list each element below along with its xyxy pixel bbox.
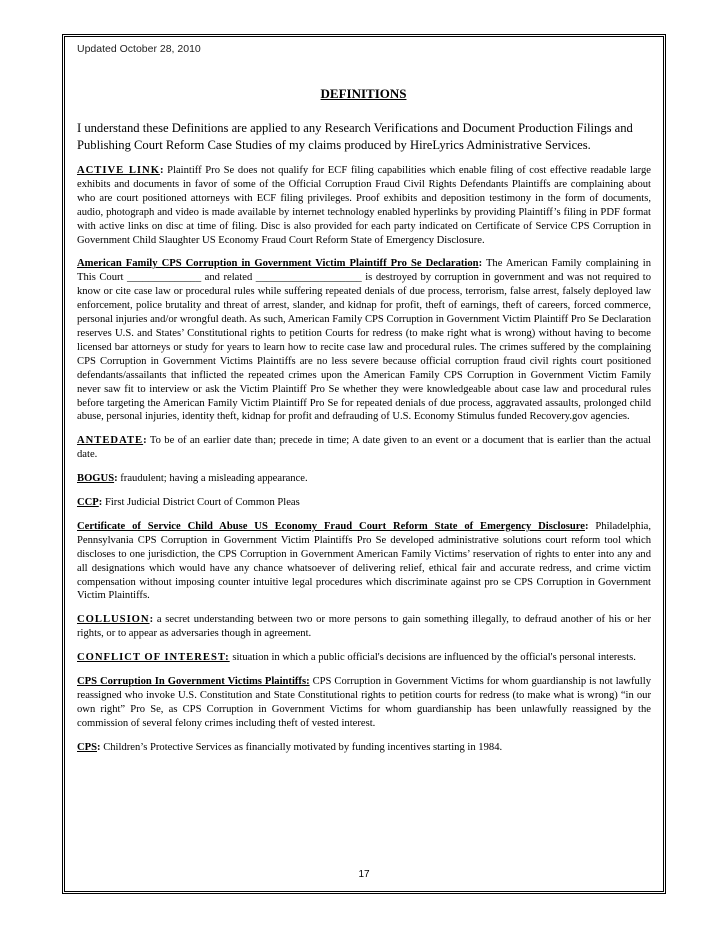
definition-term: CPS Corruption In Government Victims Plaintiffs:: [77, 676, 310, 688]
definition-term: ACTIVE LINK: [77, 165, 160, 176]
definition-active-link: [77, 164, 651, 247]
definition-term: CONFLICT OF INTEREST:: [77, 652, 230, 664]
page-title: DEFINITIONS: [320, 86, 407, 101]
definition-text: Plaintiff Pro Se does not qualify for ECF filing capabilities which enable filing of cost effective readable large exhibits and documents in favor of some of the Official Corruption Fraud Civil Rights Defendants Plaintiffs are complaining about who are court positioned attorneys with ECF filing privileges. Proof exhibits and deposition testimony in the form of documents, audio, photograph and video is made available by internet technology enabled hyperlinks by providing Plaintiff’s filing in PDF format with active links on disc at time of filing. Disc is also provided for each party indicated on Certificate of Service CPS Corruption in Government Child Slaughter US Economy Fraud Court Reform State of Emergency Disclosure.: [77, 165, 651, 246]
definition-term: BOGUS: [77, 473, 115, 485]
definition-american-family: [77, 257, 651, 424]
definition-term: CPS: [77, 741, 98, 753]
definition-term: American Family CPS Corruption in Government Victim Plaintiff Pro Se Declaration: [77, 258, 479, 270]
term-separator: :: [478, 258, 483, 270]
intro-paragraph: I understand these Definitions are applied to any Research Verifications and Document Production Filings and Publishing Court Reform Case Studies of my claims produced by HireLyrics Administrative Services.: [77, 121, 633, 152]
term-separator: :: [159, 165, 164, 176]
definition-term: ANTEDATE: [77, 435, 144, 447]
definition-cps-victims-plaintiffs: [77, 675, 651, 731]
definition-text: To be of an earlier date than; precede in time; A date given to an event or a document that is earlier than the actual date.: [77, 435, 651, 461]
term-separator: :: [584, 520, 589, 532]
term-separator: :: [97, 741, 101, 753]
definition-bogus: [77, 472, 651, 486]
definition-cps: [77, 741, 651, 755]
definitions-list: [77, 164, 651, 765]
definition-text: Philadelphia, Pennsylvania CPS Corruption in Government Victim Plaintiffs Pro Se developed administrative solutions court reform tool which discloses to one jurisdiction, the CPS Corruption in Government American Family Victims’ reservation of rights to enter into any and all designations which would have any chance whatsoever of delivering relief, ethical fair and accurate redress, and crime victim compensation without imposing counter intuitive legal procedures which discriminate against pro se CPS Corruption in Government Victim Plaintiffs.: [77, 520, 651, 602]
term-separator: :: [149, 614, 154, 626]
definition-term: CCP: [77, 497, 99, 509]
definition-collusion: [77, 613, 651, 641]
definition-antedate: [77, 434, 651, 462]
term-separator: :: [114, 473, 118, 485]
term-separator: :: [143, 435, 147, 447]
definition-text: First Judicial District Court of Common Pleas: [102, 497, 300, 509]
term-separator: :: [98, 497, 103, 509]
definition-text: CPS Corruption in Government Victims for whom guardianship is not lawfully reassigned who invoke U.S. Constitution and State Constitutional rights to petition courts for redress (to make what is wrong) “in our own right” Pro Se, as CPS Corruption in Government Victims for whom guardianship has been unlawfully reassigned by the commission of several felony crimes including theft of vested interest.: [77, 676, 651, 729]
definition-conflict-of-interest: [77, 651, 651, 665]
definition-text: fraudulent; having a misleading appearance.: [117, 473, 308, 485]
definition-ccp: [77, 496, 651, 510]
definition-term: COLLUSION: [77, 614, 150, 626]
updated-date: Updated October 28, 2010: [77, 43, 201, 55]
page-number: 17: [358, 869, 370, 880]
definition-text: a secret understanding between two or more persons to gain something illegally, to defraud another of his or her rights, or to appear as adversaries though in agreement.: [77, 614, 651, 640]
definition-certificate-of-service: [77, 520, 651, 603]
definition-text: The American Family complaining in This Court ______________ and related ____________________ is destroyed by corruption in government and was not required to know or cite case law or procedural rules while suffering repeated denials of due process, terrorism, false arrest, falsely deployed law enforcement, police brutality and threat of arrest, slander, and kidnap for profit, theft of earnings, theft of careers, forced commerce, personal injuries and/or wrongful death. As such, American Family CPS Corruption in Government Victim Plaintiff Pro Se Declaration reserves U.S. and States’ Constitutional rights to petition Courts for redress (to make right what is wrong) without having to become licensed bar attorneys or study for years to learn how to recite case law and procedural rules. The crimes suffered by the complaining CPS Corruption in Government Victims Plaintiffs are no less severe because official corruption fraud civil rights court positioned defendants/assailants that inflicted the repeated crimes upon the American Family CPS Corruption in Government Victim Family never saw fit to interview or ask the Victim Plaintiff Pro Se whether they were knowledgeable about case law and procedural rules before targeting the American Family Victim Plaintiff Pro Se for repeated denials of due process, aggravated assaults, prolonged child abuse, personal injuries, identity theft, kidnap for profit and defrauding of U.S. Economy Stimulus funded Recovery.gov agencies.: [77, 258, 651, 423]
definition-term: Certificate of Service Child Abuse US Economy Fraud Court Reform State of Emergency Disclosure: [77, 520, 585, 532]
definition-text: Children’s Protective Services as financially motivated by funding incentives starting in 1984.: [100, 741, 503, 753]
definition-text: situation in which a public official's decisions are influenced by the official's personal interests.: [229, 652, 636, 664]
